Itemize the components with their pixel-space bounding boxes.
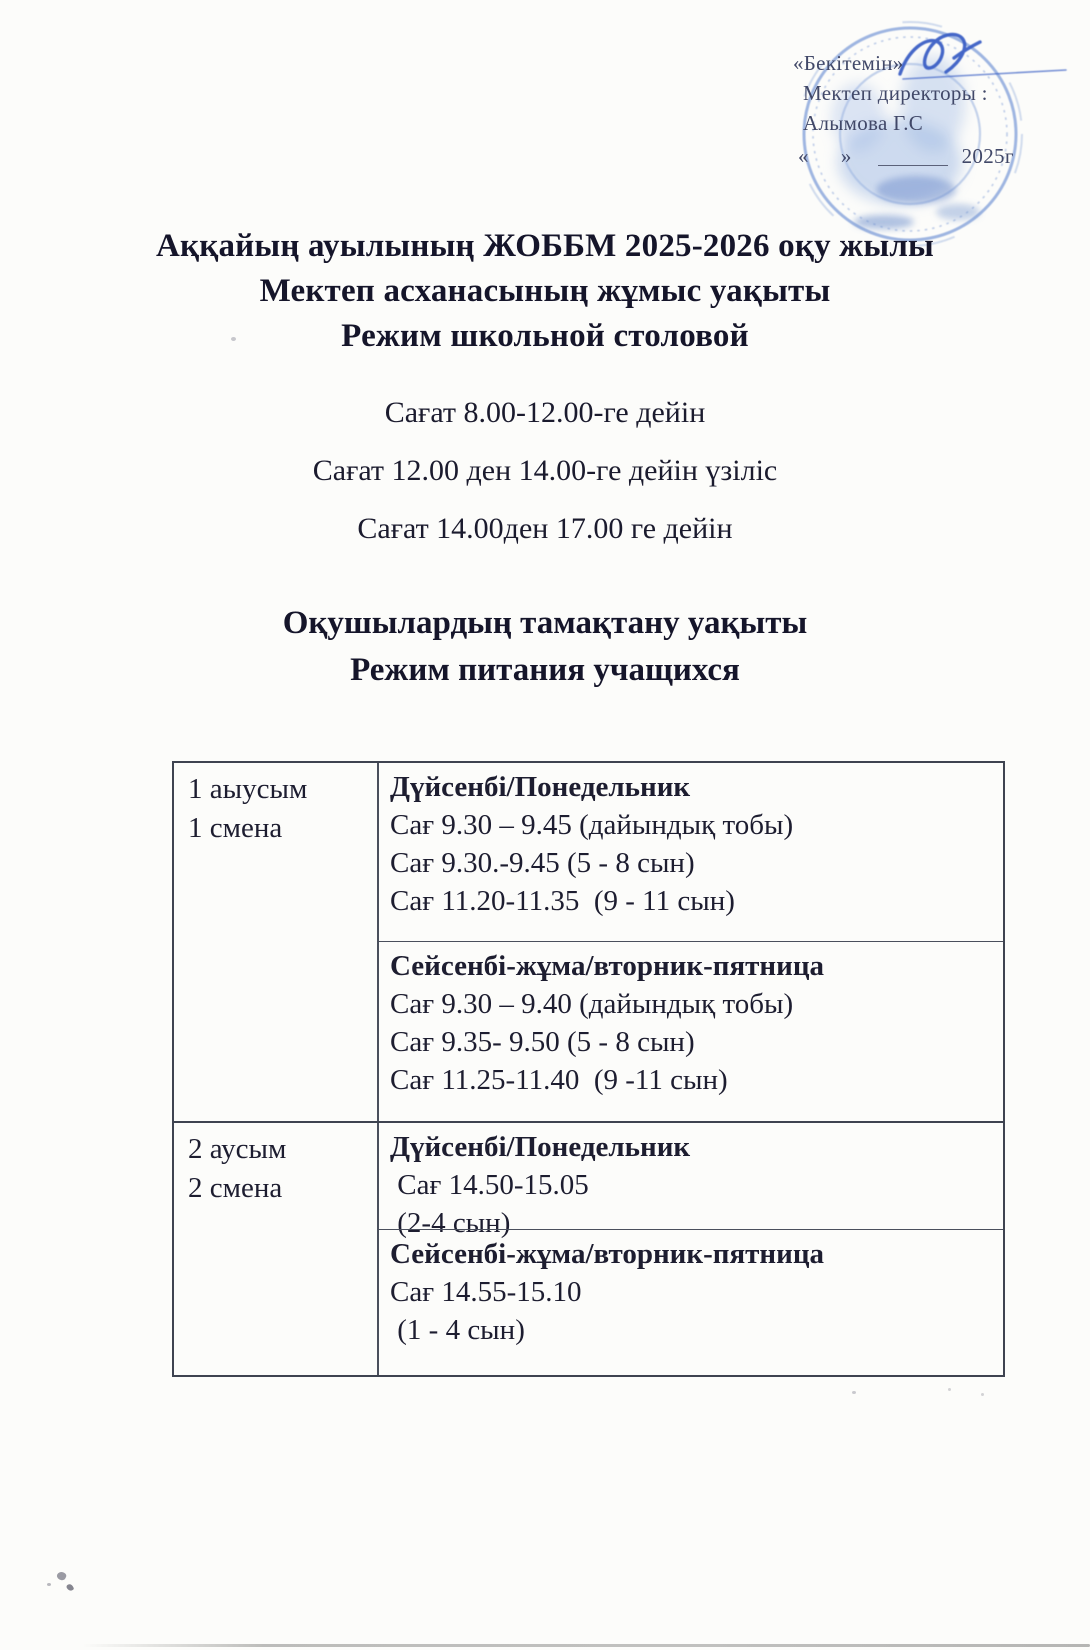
shift-2-tue-fri-block bbox=[379, 1229, 1003, 1375]
approval-director-name: Алымова Г.С bbox=[803, 111, 924, 135]
hours-line-afternoon: Сағат 14.00ден 17.00 ге дейін bbox=[357, 512, 733, 545]
day-label: Дүйсенбі/Понедельник bbox=[390, 771, 691, 803]
approval-director-label: Мектеп директоры : bbox=[803, 81, 988, 105]
hours-line-morning: Сағат 8.00-12.00-ге дейін bbox=[384, 396, 706, 429]
time-line: (1 - 4 сын) bbox=[390, 1314, 525, 1346]
table-row-shift-2 bbox=[174, 1123, 1003, 1375]
title-cafeteria-hours-kk: Мектеп асханасының жұмыс уақыты bbox=[259, 273, 831, 309]
table-row-shift-1 bbox=[174, 763, 1003, 1123]
ink-speck bbox=[66, 1583, 75, 1592]
time-line: Сағ 14.50-15.05 bbox=[390, 1169, 589, 1201]
title-cafeteria-hours-ru: Режим школьной столовой bbox=[341, 318, 749, 354]
document-titles bbox=[0, 224, 1090, 359]
shift-1-times-cell bbox=[379, 763, 1003, 1121]
time-line: Сағ 14.55-15.10 bbox=[390, 1276, 582, 1308]
approval-year: 2025г bbox=[961, 144, 1014, 168]
meal-heading-kk: Оқушылардың тамақтану уақыты bbox=[282, 605, 808, 641]
title-school-year: Аққайың ауылының ЖОББМ 2025-2026 оқу жылы bbox=[156, 228, 934, 264]
shift-2-label-ru: 2 смена bbox=[188, 1172, 283, 1204]
approval-approved-label: «Бекітемін» bbox=[793, 51, 904, 75]
meal-schedule-table bbox=[172, 761, 1005, 1377]
time-line: (2-4 сын) bbox=[390, 1207, 511, 1239]
meal-heading-ru: Режим питания учащихся bbox=[350, 652, 740, 688]
time-line: Сағ 9.30 – 9.45 (дайындық тобы) bbox=[390, 809, 794, 841]
shift-1-label-kk: 1 аыусым bbox=[188, 773, 308, 805]
shift-1-cell bbox=[174, 763, 379, 1121]
time-line: Сағ 11.25-11.40 (9 -11 сын) bbox=[390, 1064, 728, 1096]
ink-speck bbox=[948, 1388, 951, 1391]
shift-2-label-kk: 2 аусым bbox=[188, 1133, 287, 1165]
quote-open: « bbox=[798, 144, 809, 168]
ink-speck bbox=[47, 1583, 51, 1586]
meal-schedule-heading bbox=[0, 600, 1090, 694]
day-label: Дүйсенбі/Понедельник bbox=[390, 1131, 691, 1163]
shift-1-tue-fri-block bbox=[379, 941, 1003, 1121]
ink-speck bbox=[56, 1570, 68, 1581]
shift-2-times-cell bbox=[379, 1123, 1003, 1375]
shift-2-monday-block bbox=[379, 1123, 1003, 1239]
ink-speck bbox=[981, 1393, 984, 1396]
day-label: Сейсенбі-жұма/вторник-пятница bbox=[390, 950, 825, 982]
shift-1-monday-block bbox=[379, 763, 1003, 941]
approval-block bbox=[790, 48, 1014, 171]
cafeteria-hours bbox=[0, 396, 1090, 570]
shift-1-label-ru: 1 смена bbox=[188, 812, 283, 844]
time-line: Сағ 9.30.-9.45 (5 - 8 сын) bbox=[390, 847, 695, 879]
time-line: Сағ 9.30 – 9.40 (дайындық тобы) bbox=[390, 988, 794, 1020]
time-line: Сағ 11.20-11.35 (9 - 11 сын) bbox=[390, 885, 735, 917]
hours-line-break: Сағат 12.00 ден 14.00-ге дейін үзіліс bbox=[312, 454, 778, 487]
approval-date-line bbox=[798, 141, 1014, 171]
ink-speck bbox=[852, 1391, 856, 1394]
time-line: Сағ 9.35- 9.50 (5 - 8 сын) bbox=[390, 1026, 695, 1058]
day-label: Сейсенбі-жұма/вторник-пятница bbox=[390, 1238, 825, 1270]
date-blank-line bbox=[878, 165, 948, 166]
scan-edge-shadow bbox=[82, 1644, 1090, 1647]
quote-close: » bbox=[840, 144, 852, 168]
shift-2-cell bbox=[174, 1123, 379, 1375]
